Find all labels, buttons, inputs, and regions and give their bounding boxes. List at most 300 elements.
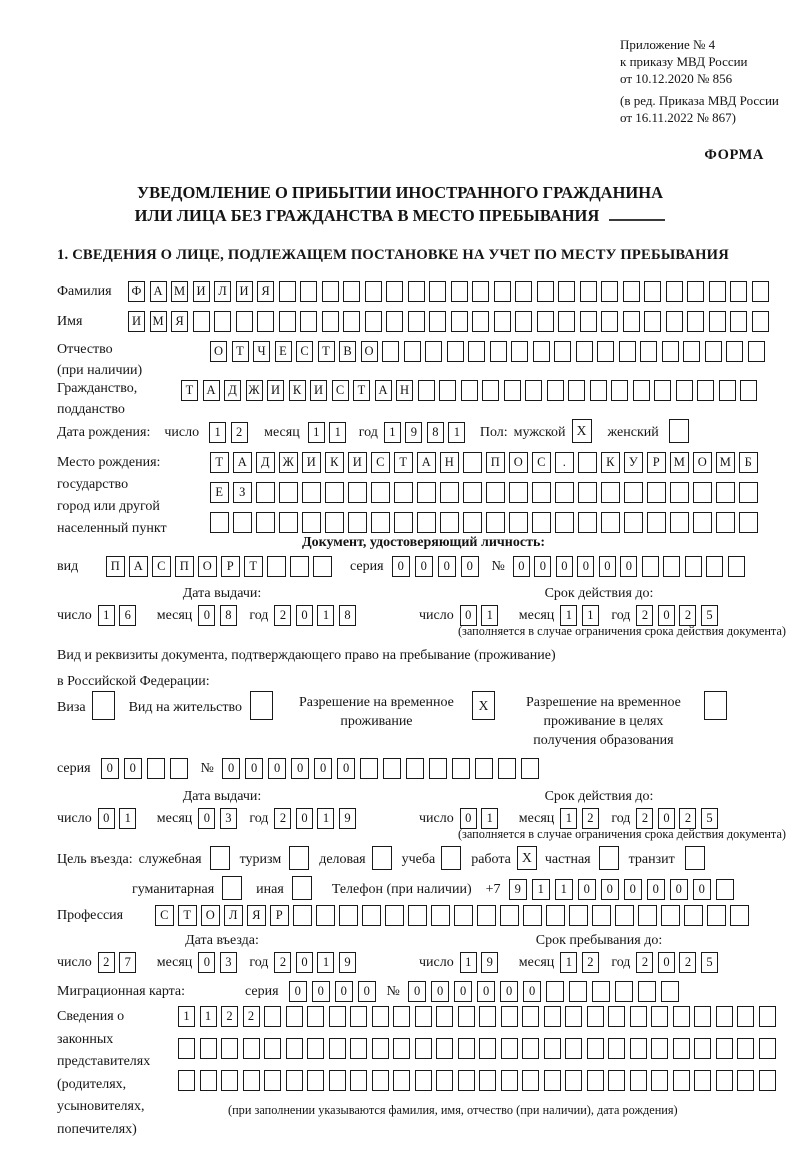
char-cell[interactable]: 0 (693, 879, 712, 900)
char-cell[interactable] (394, 512, 413, 533)
char-cell[interactable] (693, 512, 712, 533)
char-cell[interactable]: А (233, 452, 252, 473)
char-cell[interactable] (709, 311, 726, 332)
char-cell[interactable] (307, 1006, 324, 1027)
char-cell[interactable] (684, 905, 703, 926)
char-cell[interactable] (623, 281, 640, 302)
char-cell[interactable] (565, 1038, 582, 1059)
char-cell[interactable]: 2 (231, 422, 248, 443)
char-cell[interactable] (500, 905, 519, 926)
char-cell[interactable] (509, 482, 528, 503)
char-cell[interactable] (454, 905, 473, 926)
char-cell[interactable] (256, 512, 275, 533)
char-cell[interactable]: О (198, 556, 217, 577)
purpose-private-checkbox[interactable] (599, 846, 619, 870)
char-cell[interactable]: 0 (335, 981, 354, 1002)
char-cell[interactable]: М (171, 281, 188, 302)
char-cell[interactable] (597, 341, 614, 362)
char-cell[interactable]: 0 (461, 556, 480, 577)
char-cell[interactable]: 0 (454, 981, 473, 1002)
char-cell[interactable] (651, 1070, 668, 1091)
char-cell[interactable]: Е (275, 341, 292, 362)
char-cell[interactable]: С (332, 380, 349, 401)
char-cell[interactable]: 2 (636, 605, 653, 626)
char-cell[interactable] (661, 981, 680, 1002)
char-cell[interactable]: 2 (274, 952, 291, 973)
char-cell[interactable] (726, 341, 743, 362)
char-cell[interactable] (533, 341, 550, 362)
char-cell[interactable] (601, 281, 618, 302)
char-cell[interactable]: 1 (555, 879, 574, 900)
char-cell[interactable]: 1 (178, 1006, 195, 1027)
char-cell[interactable] (580, 281, 597, 302)
char-cell[interactable] (673, 1006, 690, 1027)
char-cell[interactable]: Р (221, 556, 240, 577)
char-cell[interactable] (486, 482, 505, 503)
char-cell[interactable]: Р (270, 905, 289, 926)
char-cell[interactable] (302, 482, 321, 503)
char-cell[interactable]: Т (232, 341, 249, 362)
char-cell[interactable] (436, 1038, 453, 1059)
char-cell[interactable]: . (555, 452, 574, 473)
char-cell[interactable] (707, 905, 726, 926)
char-cell[interactable]: 0 (670, 879, 689, 900)
char-cell[interactable] (633, 380, 650, 401)
char-cell[interactable]: 1 (448, 422, 465, 443)
char-cell[interactable] (147, 758, 166, 779)
char-cell[interactable] (752, 311, 769, 332)
char-cell[interactable]: 0 (312, 981, 331, 1002)
char-cell[interactable] (436, 1070, 453, 1091)
visa-checkbox[interactable] (92, 691, 115, 720)
char-cell[interactable]: 0 (408, 981, 427, 1002)
char-cell[interactable] (670, 482, 689, 503)
char-cell[interactable] (730, 905, 749, 926)
char-cell[interactable]: 0 (291, 758, 310, 779)
char-cell[interactable]: А (417, 452, 436, 473)
char-cell[interactable] (479, 1038, 496, 1059)
char-cell[interactable]: М (150, 311, 167, 332)
char-cell[interactable] (576, 341, 593, 362)
char-cell[interactable] (440, 482, 459, 503)
residence-permit-checkbox[interactable] (250, 691, 273, 720)
char-cell[interactable]: А (129, 556, 148, 577)
char-cell[interactable] (748, 341, 765, 362)
char-cell[interactable]: 0 (601, 879, 620, 900)
char-cell[interactable] (316, 905, 335, 926)
char-cell[interactable] (393, 1006, 410, 1027)
char-cell[interactable]: 0 (500, 981, 519, 1002)
char-cell[interactable]: 0 (98, 808, 115, 829)
char-cell[interactable] (463, 452, 482, 473)
char-cell[interactable] (752, 281, 769, 302)
char-cell[interactable]: 2 (582, 808, 599, 829)
char-cell[interactable] (286, 1006, 303, 1027)
char-cell[interactable]: Т (181, 380, 198, 401)
char-cell[interactable] (243, 1038, 260, 1059)
char-cell[interactable] (463, 512, 482, 533)
char-cell[interactable] (477, 905, 496, 926)
char-cell[interactable] (329, 1038, 346, 1059)
char-cell[interactable] (418, 380, 435, 401)
char-cell[interactable]: Е (210, 482, 229, 503)
char-cell[interactable]: Я (171, 311, 188, 332)
char-cell[interactable] (290, 556, 309, 577)
char-cell[interactable]: 0 (658, 605, 675, 626)
char-cell[interactable] (236, 311, 253, 332)
char-cell[interactable] (739, 482, 758, 503)
char-cell[interactable]: Я (257, 281, 274, 302)
char-cell[interactable] (371, 482, 390, 503)
char-cell[interactable] (544, 1070, 561, 1091)
char-cell[interactable] (666, 281, 683, 302)
char-cell[interactable] (440, 512, 459, 533)
char-cell[interactable]: 1 (532, 879, 551, 900)
char-cell[interactable] (521, 758, 540, 779)
char-cell[interactable]: 1 (582, 605, 599, 626)
char-cell[interactable]: 2 (221, 1006, 238, 1027)
char-cell[interactable]: 8 (220, 605, 237, 626)
char-cell[interactable]: 1 (308, 422, 325, 443)
char-cell[interactable] (515, 311, 532, 332)
char-cell[interactable] (436, 1006, 453, 1027)
char-cell[interactable] (544, 1006, 561, 1027)
char-cell[interactable] (372, 1006, 389, 1027)
char-cell[interactable] (372, 1070, 389, 1091)
char-cell[interactable] (386, 281, 403, 302)
char-cell[interactable] (592, 981, 611, 1002)
char-cell[interactable]: 0 (534, 556, 551, 577)
char-cell[interactable]: 3 (220, 808, 237, 829)
female-checkbox[interactable] (669, 419, 689, 443)
char-cell[interactable]: 1 (317, 605, 334, 626)
char-cell[interactable] (630, 1070, 647, 1091)
char-cell[interactable]: 9 (339, 952, 356, 973)
char-cell[interactable]: 0 (296, 952, 313, 973)
char-cell[interactable]: 1 (481, 808, 498, 829)
char-cell[interactable] (587, 1038, 604, 1059)
char-cell[interactable]: О (210, 341, 227, 362)
char-cell[interactable] (673, 1070, 690, 1091)
char-cell[interactable] (554, 341, 571, 362)
char-cell[interactable]: Д (256, 452, 275, 473)
char-cell[interactable] (654, 380, 671, 401)
char-cell[interactable]: 0 (337, 758, 356, 779)
char-cell[interactable] (360, 758, 379, 779)
char-cell[interactable]: 2 (274, 808, 291, 829)
char-cell[interactable] (532, 512, 551, 533)
char-cell[interactable] (393, 1070, 410, 1091)
char-cell[interactable] (546, 905, 565, 926)
char-cell[interactable] (509, 512, 528, 533)
char-cell[interactable]: 9 (405, 422, 422, 443)
char-cell[interactable]: 0 (101, 758, 120, 779)
purpose-transit-checkbox[interactable] (685, 846, 705, 870)
temp-residence-checkbox[interactable]: X (472, 691, 495, 720)
char-cell[interactable]: 1 (209, 422, 226, 443)
char-cell[interactable] (452, 758, 471, 779)
char-cell[interactable] (608, 1038, 625, 1059)
char-cell[interactable] (638, 981, 657, 1002)
char-cell[interactable] (716, 1070, 733, 1091)
char-cell[interactable] (200, 1070, 217, 1091)
char-cell[interactable] (670, 512, 689, 533)
char-cell[interactable]: 0 (620, 556, 637, 577)
char-cell[interactable]: 1 (560, 808, 577, 829)
char-cell[interactable] (415, 1006, 432, 1027)
char-cell[interactable]: 0 (124, 758, 143, 779)
char-cell[interactable]: 1 (119, 808, 136, 829)
char-cell[interactable] (555, 482, 574, 503)
char-cell[interactable] (642, 556, 659, 577)
char-cell[interactable] (178, 1038, 195, 1059)
char-cell[interactable] (279, 482, 298, 503)
char-cell[interactable] (697, 380, 714, 401)
char-cell[interactable]: 3 (220, 952, 237, 973)
char-cell[interactable] (178, 1070, 195, 1091)
char-cell[interactable] (233, 512, 252, 533)
char-cell[interactable] (472, 311, 489, 332)
char-cell[interactable] (417, 512, 436, 533)
char-cell[interactable]: 0 (296, 605, 313, 626)
purpose-business-checkbox[interactable] (372, 846, 392, 870)
char-cell[interactable] (592, 905, 611, 926)
char-cell[interactable] (705, 341, 722, 362)
char-cell[interactable] (243, 1070, 260, 1091)
char-cell[interactable] (504, 380, 521, 401)
char-cell[interactable] (569, 981, 588, 1002)
char-cell[interactable]: 2 (636, 808, 653, 829)
char-cell[interactable] (339, 905, 358, 926)
char-cell[interactable]: С (371, 452, 390, 473)
char-cell[interactable] (365, 311, 382, 332)
char-cell[interactable]: 0 (647, 879, 666, 900)
char-cell[interactable] (501, 1070, 518, 1091)
char-cell[interactable] (673, 1038, 690, 1059)
char-cell[interactable] (578, 512, 597, 533)
char-cell[interactable]: 5 (701, 605, 718, 626)
char-cell[interactable] (386, 311, 403, 332)
char-cell[interactable] (264, 1006, 281, 1027)
char-cell[interactable] (468, 341, 485, 362)
char-cell[interactable]: С (155, 905, 174, 926)
char-cell[interactable]: О (201, 905, 220, 926)
char-cell[interactable] (537, 311, 554, 332)
char-cell[interactable]: Л (224, 905, 243, 926)
char-cell[interactable]: 0 (513, 556, 530, 577)
char-cell[interactable]: П (175, 556, 194, 577)
char-cell[interactable] (608, 1070, 625, 1091)
char-cell[interactable]: 2 (636, 952, 653, 973)
char-cell[interactable] (644, 311, 661, 332)
char-cell[interactable] (479, 1070, 496, 1091)
char-cell[interactable]: М (716, 452, 735, 473)
char-cell[interactable] (498, 758, 517, 779)
char-cell[interactable]: Я (247, 905, 266, 926)
char-cell[interactable]: 0 (523, 981, 542, 1002)
char-cell[interactable] (716, 879, 735, 900)
char-cell[interactable] (461, 380, 478, 401)
char-cell[interactable] (264, 1070, 281, 1091)
purpose-official-checkbox[interactable] (210, 846, 230, 870)
char-cell[interactable] (302, 512, 321, 533)
char-cell[interactable]: К (325, 452, 344, 473)
char-cell[interactable] (257, 311, 274, 332)
char-cell[interactable]: О (693, 452, 712, 473)
char-cell[interactable]: 6 (119, 605, 136, 626)
char-cell[interactable]: 0 (658, 952, 675, 973)
char-cell[interactable]: Р (647, 452, 666, 473)
char-cell[interactable] (694, 1070, 711, 1091)
char-cell[interactable] (728, 556, 745, 577)
char-cell[interactable]: И (267, 380, 284, 401)
char-cell[interactable] (694, 1006, 711, 1027)
purpose-other-checkbox[interactable] (292, 876, 312, 900)
char-cell[interactable] (372, 1038, 389, 1059)
char-cell[interactable] (683, 341, 700, 362)
char-cell[interactable]: 0 (577, 556, 594, 577)
char-cell[interactable] (615, 981, 634, 1002)
char-cell[interactable]: 1 (200, 1006, 217, 1027)
char-cell[interactable] (200, 1038, 217, 1059)
char-cell[interactable]: С (296, 341, 313, 362)
char-cell[interactable] (404, 341, 421, 362)
char-cell[interactable]: 0 (431, 981, 450, 1002)
char-cell[interactable]: 8 (427, 422, 444, 443)
char-cell[interactable] (300, 311, 317, 332)
char-cell[interactable] (322, 311, 339, 332)
char-cell[interactable]: 0 (392, 556, 411, 577)
char-cell[interactable]: 0 (358, 981, 377, 1002)
char-cell[interactable]: 0 (198, 605, 215, 626)
char-cell[interactable] (522, 1006, 539, 1027)
char-cell[interactable] (709, 281, 726, 302)
char-cell[interactable] (651, 1038, 668, 1059)
edu-residence-checkbox[interactable] (704, 691, 727, 720)
char-cell[interactable] (329, 1006, 346, 1027)
char-cell[interactable]: 0 (268, 758, 287, 779)
char-cell[interactable] (730, 311, 747, 332)
char-cell[interactable] (587, 1070, 604, 1091)
char-cell[interactable] (383, 758, 402, 779)
char-cell[interactable] (494, 311, 511, 332)
char-cell[interactable]: К (289, 380, 306, 401)
char-cell[interactable]: 0 (289, 981, 308, 1002)
char-cell[interactable] (307, 1070, 324, 1091)
char-cell[interactable] (565, 1006, 582, 1027)
char-cell[interactable]: 2 (98, 952, 115, 973)
char-cell[interactable] (511, 341, 528, 362)
char-cell[interactable] (214, 311, 231, 332)
char-cell[interactable]: 9 (481, 952, 498, 973)
char-cell[interactable]: Л (214, 281, 231, 302)
char-cell[interactable]: 2 (679, 605, 696, 626)
char-cell[interactable] (580, 311, 597, 332)
char-cell[interactable] (759, 1038, 776, 1059)
char-cell[interactable] (415, 1038, 432, 1059)
char-cell[interactable] (429, 311, 446, 332)
char-cell[interactable]: 8 (339, 605, 356, 626)
char-cell[interactable] (406, 758, 425, 779)
char-cell[interactable] (525, 380, 542, 401)
char-cell[interactable] (737, 1006, 754, 1027)
char-cell[interactable]: 0 (460, 605, 477, 626)
char-cell[interactable] (394, 482, 413, 503)
char-cell[interactable] (716, 1006, 733, 1027)
char-cell[interactable] (482, 380, 499, 401)
char-cell[interactable] (522, 1070, 539, 1091)
char-cell[interactable] (601, 311, 618, 332)
char-cell[interactable]: 0 (198, 952, 215, 973)
char-cell[interactable] (615, 905, 634, 926)
char-cell[interactable] (547, 380, 564, 401)
char-cell[interactable] (759, 1070, 776, 1091)
char-cell[interactable] (348, 512, 367, 533)
char-cell[interactable]: Ч (253, 341, 270, 362)
char-cell[interactable] (624, 512, 643, 533)
char-cell[interactable]: 1 (460, 952, 477, 973)
char-cell[interactable]: 2 (274, 605, 291, 626)
char-cell[interactable]: 0 (578, 879, 597, 900)
char-cell[interactable]: 1 (329, 422, 346, 443)
char-cell[interactable] (601, 482, 620, 503)
char-cell[interactable]: 0 (438, 556, 457, 577)
char-cell[interactable] (601, 512, 620, 533)
char-cell[interactable] (694, 1038, 711, 1059)
char-cell[interactable] (210, 512, 229, 533)
char-cell[interactable]: 0 (198, 808, 215, 829)
char-cell[interactable]: 0 (477, 981, 496, 1002)
char-cell[interactable]: Ж (279, 452, 298, 473)
char-cell[interactable]: 0 (415, 556, 434, 577)
purpose-humanitarian-checkbox[interactable] (222, 876, 242, 900)
char-cell[interactable]: Н (440, 452, 459, 473)
char-cell[interactable] (221, 1038, 238, 1059)
char-cell[interactable] (546, 981, 565, 1002)
char-cell[interactable]: З (233, 482, 252, 503)
char-cell[interactable]: С (532, 452, 551, 473)
char-cell[interactable]: В (339, 341, 356, 362)
char-cell[interactable]: Т (210, 452, 229, 473)
char-cell[interactable] (472, 281, 489, 302)
char-cell[interactable] (501, 1006, 518, 1027)
char-cell[interactable] (350, 1038, 367, 1059)
char-cell[interactable]: 0 (245, 758, 264, 779)
char-cell[interactable] (362, 905, 381, 926)
char-cell[interactable] (523, 905, 542, 926)
char-cell[interactable] (558, 281, 575, 302)
char-cell[interactable] (661, 905, 680, 926)
char-cell[interactable] (739, 512, 758, 533)
purpose-tourism-checkbox[interactable] (289, 846, 309, 870)
char-cell[interactable] (293, 905, 312, 926)
char-cell[interactable] (371, 512, 390, 533)
char-cell[interactable]: 1 (98, 605, 115, 626)
char-cell[interactable] (640, 341, 657, 362)
char-cell[interactable]: М (670, 452, 689, 473)
purpose-work-checkbox[interactable]: X (517, 846, 537, 870)
char-cell[interactable] (439, 380, 456, 401)
char-cell[interactable] (719, 380, 736, 401)
char-cell[interactable]: Ф (128, 281, 145, 302)
char-cell[interactable] (170, 758, 189, 779)
char-cell[interactable] (408, 905, 427, 926)
char-cell[interactable] (429, 281, 446, 302)
char-cell[interactable]: Т (353, 380, 370, 401)
purpose-study-checkbox[interactable] (441, 846, 461, 870)
char-cell[interactable] (385, 905, 404, 926)
char-cell[interactable]: 0 (599, 556, 616, 577)
